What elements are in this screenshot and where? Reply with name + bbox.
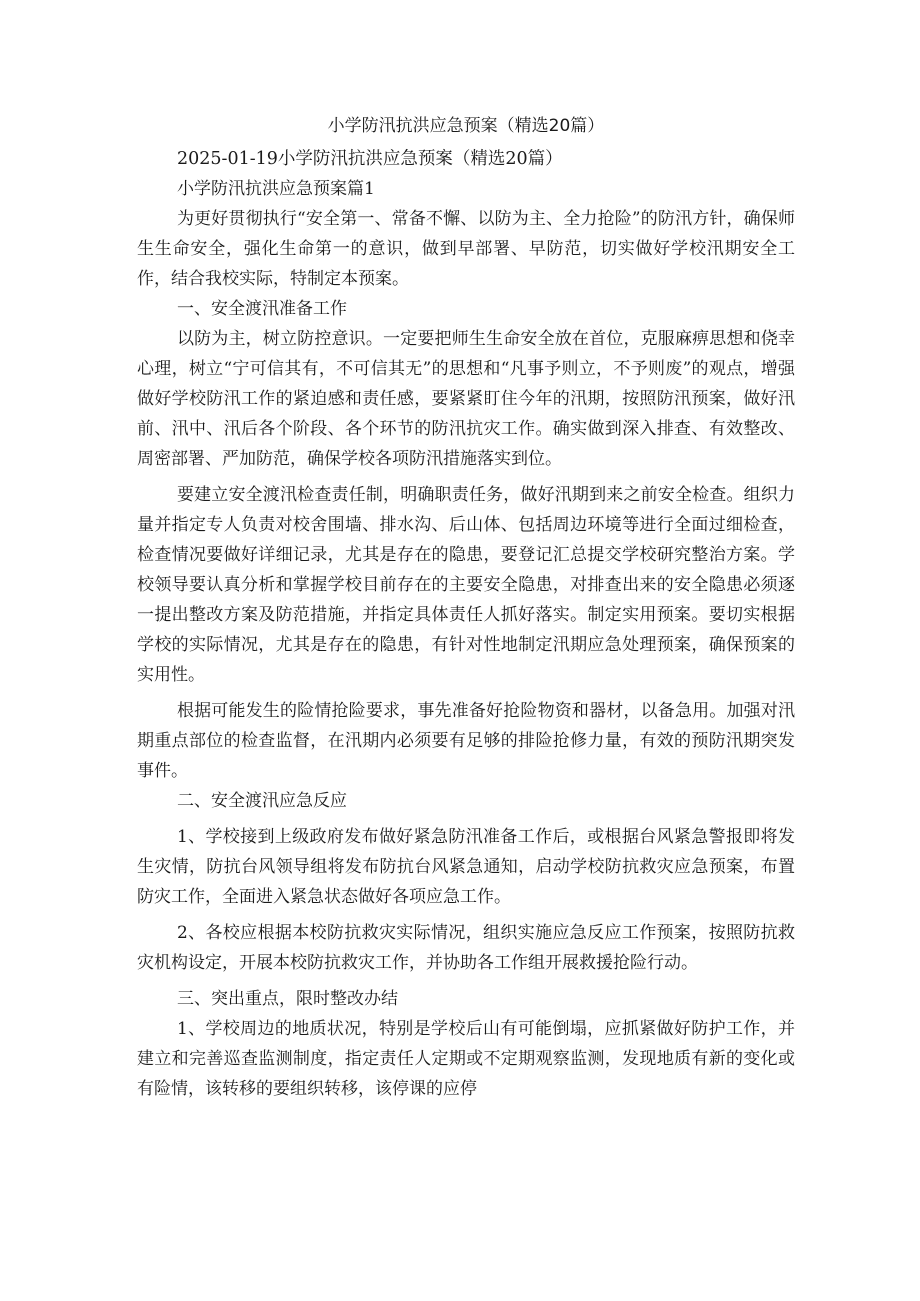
paragraph-response-2: 2、各校应根据本校防抗救灾实际情况，组织实施应急反应工作预案，按照防抗救灾机构设定，开展本校防抗救灾工作，并协助各工作组开展救援抢险行动。: [137, 923, 795, 973]
paragraph-prevention: 以防为主，树立防控意识。一定要把师生生命安全放在首位，克服麻痹思想和侥幸心理，树立“宁可信其有，不可信其无”的思想和“凡事予则立，不予则废”的观点，增强做好学校防汛工作的紧迫感和责任感，要紧紧盯住今年的汛期，按照防汛预案，做好汛前、汛中、汛后各个阶段、各个环节的防汛抗灾工作。确实做到深入排查、有效整改、周密部署、严加防范，确保学校各项防汛措施落实到位。: [137, 329, 795, 469]
document-page: [137, 112, 795, 1104]
heading-emergency-response: 二、安全渡汛应急反应: [177, 791, 347, 811]
section-title: 小学防汛抗洪应急预案篇1: [177, 179, 375, 199]
date-line: 2025-01-19小学防汛抗洪应急预案（精选20篇）: [177, 149, 563, 169]
heading-rectification: 三、突出重点，限时整改办结: [177, 989, 398, 1009]
heading-preparation: 一、安全渡汛准备工作: [177, 299, 347, 319]
intro-paragraph: 为更好贯彻执行“安全第一、常备不懈、以防为主、全力抢险”的防汛方针，确保师生生命安全，强化生命第一的意识，做到早部署、早防范，切实做好学校汛期安全工作，结合我校实际，特制定本预案。: [137, 209, 795, 289]
paragraph-response-1: 1、学校接到上级政府发布做好紧急防汛准备工作后，或根据台风紧急警报即将发生灾情，防抗台风领导组将发布防抗台风紧急通知，启动学校防抗救灾应急预案，布置防灾工作，全面进入紧急状态做好各项应急工作。: [137, 827, 795, 907]
paragraph-rectification-1: 1、学校周边的地质状况，特别是学校后山有可能倒塌，应抓紧做好防护工作，并建立和完善巡查监测制度，指定责任人定期或不定期观察监测，发现地质有新的变化或有险情，该转移的要组织转移，该停课的应停: [137, 1019, 795, 1099]
document-title: 小学防汛抗洪应急预案（精选20篇）: [327, 116, 605, 136]
paragraph-materials: 根据可能发生的险情抢险要求，事先准备好抢险物资和器材，以备急用。加强对汛期重点部位的检查监督，在汛期内必须要有足够的排险抢修力量，有效的预防汛期突发事件。: [137, 701, 795, 781]
paragraph-inspection: 要建立安全渡汛检查责任制，明确职责任务，做好汛期到来之前安全检查。组织力量并指定专人负责对校舍围墙、排水沟、后山体、包括周边环境等进行全面过细检查，检查情况要做好详细记录，尤其是存在的隐患，要登记汇总提交学校研究整治方案。学校领导要认真分析和掌握学校目前存在的主要安全隐患，对排查出来的安全隐患必须逐一提出整改方案及防范措施，并指定具体责任人抓好落实。制定实用预案。要切实根据学校的实际情况，尤其是存在的隐患，有针对性地制定汛期应急处理预案，确保预案的实用性。: [137, 485, 795, 685]
